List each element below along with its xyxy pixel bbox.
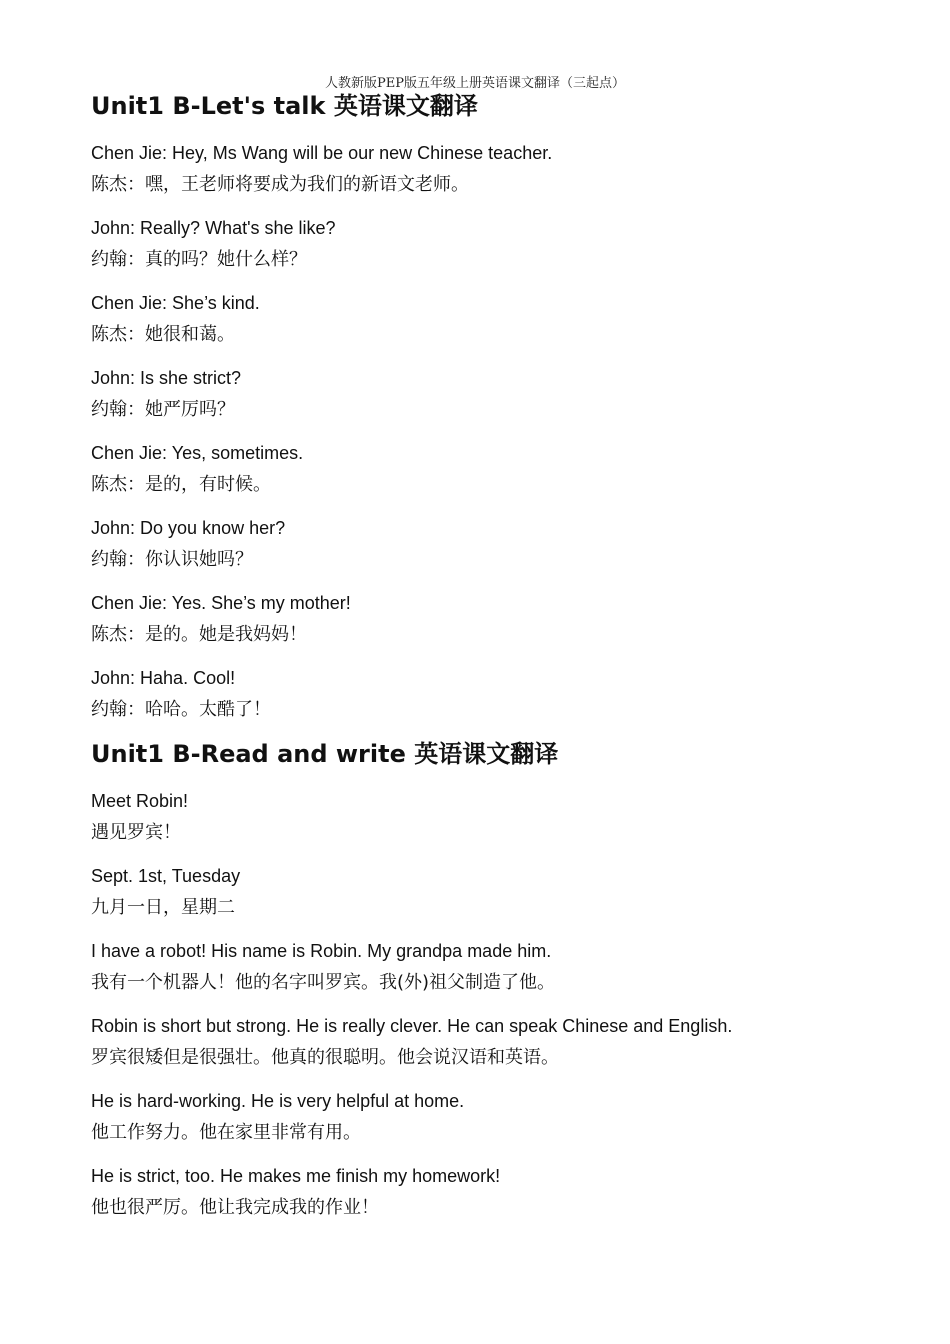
english-line: John: Haha. Cool! (91, 668, 236, 688)
dialogue-pair (91, 663, 871, 727)
english-line: Chen Jie: Hey, Ms Wang will be our new Chinese teacher. (91, 143, 553, 163)
chinese-line: 陈杰：是的，有时候。 (91, 474, 271, 495)
english-line: Chen Jie: Yes, sometimes. (91, 443, 304, 463)
section-title: Unit1 B-Let's talk 英语课文翻译 (91, 92, 478, 120)
english-line: He is strict, too. He makes me finish my homework! (91, 1166, 501, 1186)
english-line: He is hard-working. He is very helpful at home. (91, 1091, 465, 1111)
english-line: I have a robot! His name is Robin. My grandpa made him. (91, 941, 552, 961)
section-read-and-write (91, 738, 871, 1225)
chinese-line: 九月一日，星期二 (91, 897, 235, 918)
chinese-line: 他工作努力。他在家里非常有用。 (91, 1122, 361, 1143)
dialogue-pair (91, 138, 871, 202)
text-pair (91, 1161, 871, 1225)
chinese-line: 陈杰：她很和蔼。 (91, 324, 235, 345)
document-body (91, 90, 871, 1236)
section-lets-talk (91, 90, 871, 727)
chinese-line: 他也很严厉。他让我完成我的作业！ (91, 1197, 379, 1218)
dialogue-pair (91, 288, 871, 352)
text-pair (91, 936, 871, 1000)
english-line: Chen Jie: Yes. She’s my mother! (91, 593, 351, 613)
chinese-line: 罗宾很矮但是很强壮。他真的很聪明。他会说汉语和英语。 (91, 1047, 559, 1068)
dialogue-pair (91, 438, 871, 502)
text-pair (91, 1011, 871, 1075)
english-line: Robin is short but strong. He is really clever. He can speak Chinese and English. (91, 1016, 733, 1036)
chinese-line: 约翰：你认识她吗？ (91, 549, 253, 570)
dialogue-pair (91, 213, 871, 277)
english-line: John: Really? What's she like? (91, 218, 336, 238)
english-line: Sept. 1st, Tuesday (91, 866, 241, 886)
english-line: John: Is she strict? (91, 368, 242, 388)
chinese-line: 陈杰：是的。她是我妈妈！ (91, 624, 307, 645)
english-line: John: Do you know her? (91, 518, 286, 538)
dialogue-pair (91, 363, 871, 427)
chinese-line: 约翰：真的吗？她什么样？ (91, 249, 307, 270)
english-line: Chen Jie: She’s kind. (91, 293, 260, 313)
chinese-line: 陈杰：嘿，王老师将要成为我们的新语文老师。 (91, 174, 469, 195)
text-pair (91, 861, 871, 925)
english-line: Meet Robin! (91, 791, 189, 811)
dialogue-pair (91, 588, 871, 652)
dialogue-pair (91, 513, 871, 577)
page-header: 人教新版PEP版五年级上册英语课文翻译（三起点） (325, 76, 625, 91)
text-pair (91, 786, 871, 850)
chinese-line: 遇见罗宾！ (91, 822, 181, 843)
chinese-line: 约翰：她严厉吗？ (91, 399, 235, 420)
text-pair (91, 1086, 871, 1150)
section-title: Unit1 B-Read and write 英语课文翻译 (91, 740, 559, 768)
chinese-line: 我有一个机器人！他的名字叫罗宾。我(外)祖父制造了他。 (91, 972, 556, 993)
chinese-line: 约翰：哈哈。太酷了！ (91, 699, 271, 720)
